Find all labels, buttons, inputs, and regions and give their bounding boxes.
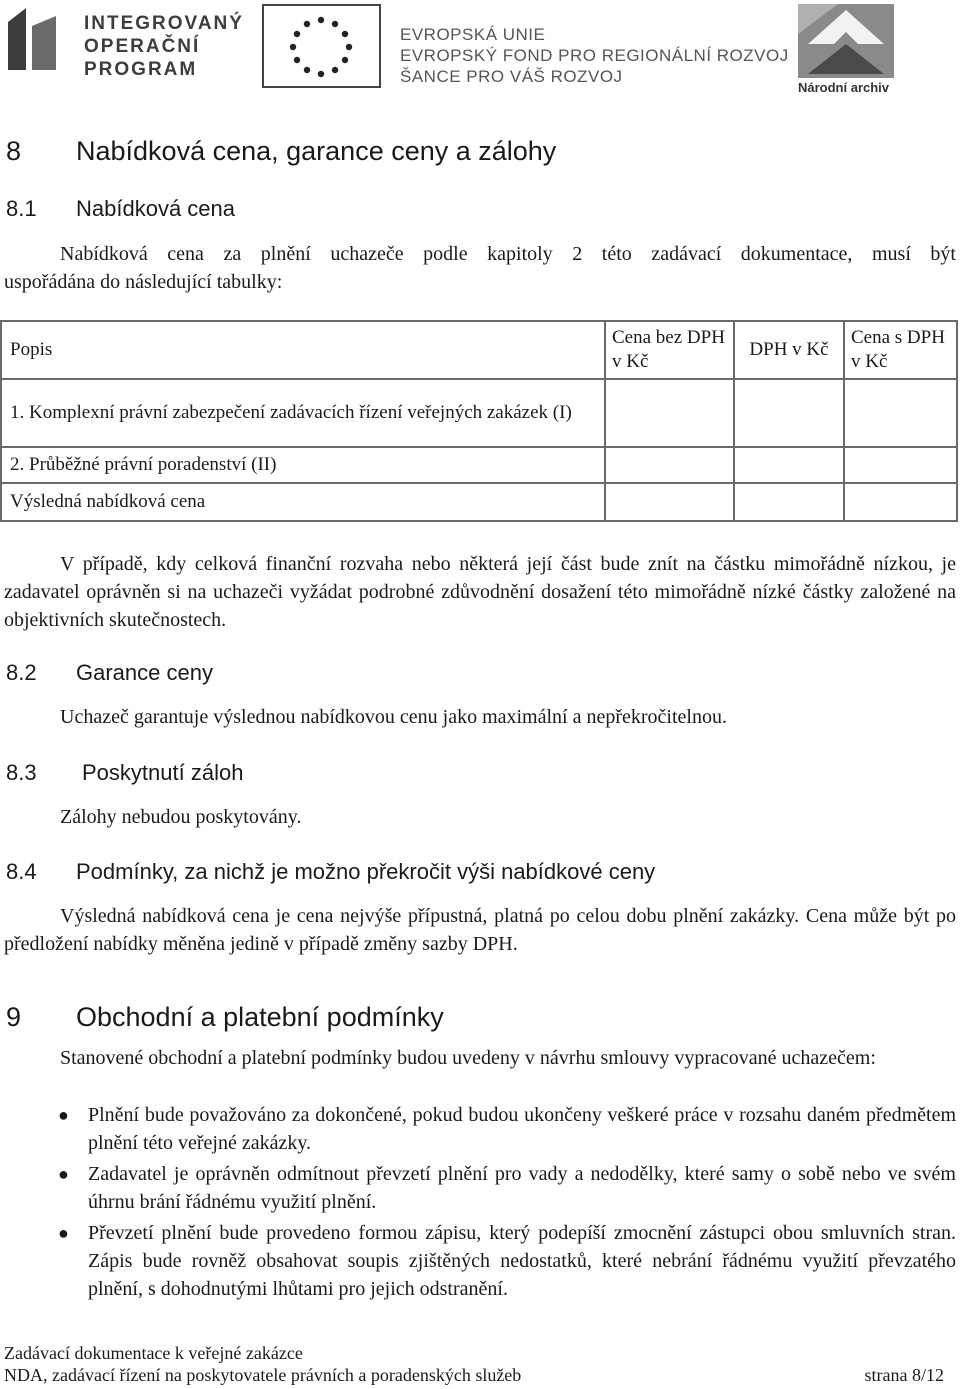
section-8-2-number: 8.2 bbox=[6, 660, 37, 685]
intro-line-2: uspořádána do následující tabulky: bbox=[4, 271, 283, 293]
footer-page-number: strana 8/12 bbox=[864, 1365, 944, 1385]
eu-stars-icon bbox=[264, 6, 379, 86]
footer-line-2: NDA, zadávací řízení na poskytovatele právních a poradenských služeb bbox=[4, 1365, 522, 1385]
section-9-title: Obchodní a platební podmínky bbox=[76, 1002, 444, 1032]
after-table-paragraph: V případě, kdy celková finanční rozvaha nebo některá její část bude znít na částku mimořádně nízkou, je zadavatel oprávněn si na uchazeči vyžádat podrobné zdůvodnění dosažení této mimořádně nízké částky založené na objektivních skutečnostech. bbox=[4, 553, 956, 631]
bullet-icon: ● bbox=[58, 1164, 69, 1184]
list-item bbox=[58, 1101, 956, 1157]
iop-line-3: PROGRAM bbox=[84, 59, 198, 80]
col-header-s-dph: Cena s DPH v Kč bbox=[844, 321, 957, 379]
section-9-heading bbox=[6, 1002, 444, 1033]
col-header-bez-dph: Cena bez DPH v Kč bbox=[605, 321, 734, 379]
table-row-1-s-dph bbox=[844, 379, 957, 447]
section-8-1-number: 8.1 bbox=[6, 196, 37, 221]
section-8-2-title: Garance ceny bbox=[76, 660, 213, 685]
table-row-1-dph bbox=[734, 379, 844, 447]
logo-narodni-archiv bbox=[798, 4, 898, 96]
section-9-intro: Stanovené obchodní a platební podmínky budou uvedeny v návrhu smlouvy vypracované uchazečem: bbox=[60, 1047, 876, 1069]
section-8-2-heading bbox=[6, 660, 213, 686]
section-8-4-text: Výsledná nabídková cena je cena nejvýše přípustná, platná po celou dobu plnění zakázky. Cena může být po předložení nabídky měněna jedině v případě změny sazby DPH. bbox=[4, 905, 956, 955]
narodni-archiv-logo-icon bbox=[798, 4, 898, 80]
iop-logo-icon bbox=[6, 8, 58, 70]
eu-line-2: EVROPSKÝ FOND PRO REGIONÁLNÍ ROZVOJ bbox=[400, 46, 789, 65]
section-8-3-title: Poskytnutí záloh bbox=[82, 760, 244, 785]
section-8-4-title: Podmínky, za nichž je možno překročit výši nabídkové ceny bbox=[76, 859, 656, 884]
eu-flag bbox=[262, 4, 381, 88]
section-8-heading bbox=[6, 136, 557, 167]
table-row-1-bez-dph bbox=[605, 379, 734, 447]
list-item bbox=[58, 1219, 956, 1303]
row-1-text: 1. Komplexní právní zabezpečení zadávacích řízení veřejných zakázek (I) bbox=[10, 402, 572, 423]
table-row-total-s-dph bbox=[844, 483, 957, 521]
iop-line-2: OPERAČNÍ bbox=[84, 36, 201, 57]
price-table bbox=[0, 320, 958, 522]
section-8-title: Nabídková cena, garance ceny a zálohy bbox=[76, 136, 557, 166]
list-item bbox=[58, 1160, 956, 1216]
col-header-dph: DPH v Kč bbox=[734, 321, 844, 379]
section-8-2-text: Uchazeč garantuje výslednou nabídkovou cenu jako maximální a nepřekročitelnou. bbox=[60, 706, 727, 728]
table-row-1-label bbox=[1, 379, 605, 447]
table-row-total-bez-dph bbox=[605, 483, 734, 521]
footer-line-1: Zadávací dokumentace k veřejné zakázce bbox=[4, 1343, 303, 1363]
section-8-4-heading bbox=[6, 859, 656, 885]
table-row-total-label: Výsledná nabídková cena bbox=[1, 483, 605, 521]
col-header-popis: Popis bbox=[1, 321, 605, 379]
section-8-4-number: 8.4 bbox=[6, 859, 37, 884]
table-row-2-s-dph bbox=[844, 447, 957, 483]
eu-line-1: EVROPSKÁ UNIE bbox=[400, 25, 546, 44]
table-row-2-dph bbox=[734, 447, 844, 483]
section-8-3-number: 8.3 bbox=[6, 760, 37, 785]
footer bbox=[4, 1342, 954, 1386]
bullet-2-text: Zadavatel je oprávněn odmítnout převzetí plnění pro vady a nedodělky, které samy o sobě nebo ve svém úhrnu brání řádnému využití plnění. bbox=[88, 1163, 956, 1213]
section-8-number: 8 bbox=[6, 136, 22, 166]
narodni-archiv-label: Národní archiv bbox=[798, 80, 890, 95]
table-row-total-dph bbox=[734, 483, 844, 521]
section-9-number: 9 bbox=[6, 1002, 22, 1032]
section-8-1-title: Nabídková cena bbox=[76, 196, 235, 221]
intro-line-1: Nabídková cena za plnění uchazeče podle kapitoly 2 této zadávací dokumentace, musí být bbox=[60, 243, 956, 265]
eu-line-3: ŠANCE PRO VÁŠ ROZVOJ bbox=[400, 67, 623, 86]
section-8-1-intro bbox=[4, 240, 956, 296]
iop-line-1: INTEGROVANÝ bbox=[84, 13, 244, 34]
section-9-bullet-list bbox=[58, 1101, 956, 1306]
section-8-1-heading bbox=[6, 196, 235, 222]
table-row-2-bez-dph bbox=[605, 447, 734, 483]
section-8-3-text: Zálohy nebudou poskytovány. bbox=[60, 806, 302, 828]
section-8-3-heading bbox=[6, 760, 244, 786]
bullet-icon: ● bbox=[58, 1223, 69, 1243]
bullet-3-text: Převzetí plnění bude provedeno formou zápisu, který podepíší zmocnění zástupci obou smluvních stran. Zápis bude rovněž obsahovat soupis zjištěných nedostatků, které nebrání řádnému využití převzatého plnění, s dohodnutými lhůtami pro jejich odstranění. bbox=[88, 1222, 956, 1300]
bullet-1-text: Plnění bude považováno za dokončené, pokud budou ukončeny veškeré práce v rozsahu daném předmětem plnění této veřejné zakázky. bbox=[88, 1104, 956, 1154]
eu-text bbox=[400, 24, 789, 87]
bullet-icon: ● bbox=[58, 1105, 69, 1125]
table-row-2-label: 2. Průběžné právní poradenství (II) bbox=[1, 447, 605, 483]
